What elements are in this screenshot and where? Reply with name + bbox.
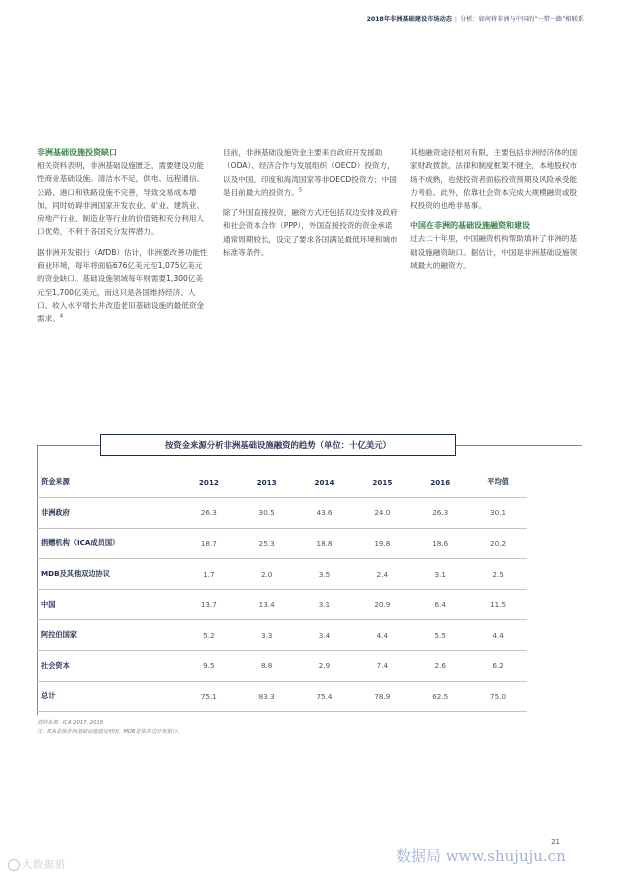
table-cell: 13.4: [238, 589, 296, 620]
column-header: 2015: [353, 467, 411, 498]
table-cell: 3.1: [411, 559, 469, 590]
paragraph: [223, 146, 399, 199]
page-number: 21: [551, 838, 560, 846]
watermark-text: 大数据猎: [22, 860, 66, 871]
table-cell: 24.0: [353, 498, 411, 529]
table-cell: 4.4: [469, 620, 527, 651]
table-cell: 2.4: [353, 559, 411, 590]
row-label: 社会资本: [37, 651, 180, 682]
footnote-marker: 4: [59, 313, 63, 320]
table-cell: 2.6: [411, 651, 469, 682]
table-row: [37, 498, 527, 529]
text-column-2: [223, 146, 399, 266]
table-cell: 83.3: [238, 681, 296, 712]
table-cell: 75.1: [180, 681, 238, 712]
table-cell: 18.7: [180, 528, 238, 559]
column-header: 2013: [238, 467, 296, 498]
table-row: [37, 528, 527, 559]
header-separator: |: [454, 16, 458, 23]
table-cell: 25.3: [238, 528, 296, 559]
table-cell: 13.7: [180, 589, 238, 620]
table-title: 按资金来源分析非洲基础设施融资的趋势（单位：十亿美元）: [100, 434, 456, 456]
table-row: [37, 620, 527, 651]
watermark-logo: [8, 856, 66, 871]
text-column-1: [37, 146, 209, 333]
paragraph-text: 目前，非洲基础设施资金主要来自政府开发援助（ODA）、经济合作与发展组织（OECD）投资方，以及中国、印度和海湾国家等非OECD投资方；中国是目前最大的投资方。: [223, 148, 397, 197]
table-cell: 26.3: [180, 498, 238, 529]
table-cell: 30.5: [238, 498, 296, 529]
row-label: 总计: [37, 681, 180, 712]
table-cell: 3.3: [238, 620, 296, 651]
table-cell: 3.4: [296, 620, 354, 651]
section-title: 分析：如何将非洲与中国的“一带一路”相联系: [460, 16, 584, 23]
column-header: 平均值: [469, 467, 527, 498]
paragraph: 相关资料表明，非洲基础设施匮乏，需要建设功能性商业基础设施。清洁水不足，供电、远程通信、公路、港口和铁路设施不完善，导致交易成本增加，同时妨碍非洲国家开发农业、矿业、建筑业、房地产行业、制造业等行业的价值链和充分利用人口优势，不利于各国充分发挥潜力。: [37, 161, 205, 237]
table-cell: 6.2: [469, 651, 527, 682]
table-cell: 2.9: [296, 651, 354, 682]
table-cell: 78.9: [353, 681, 411, 712]
table-cell: 3.5: [296, 559, 354, 590]
running-header: [367, 14, 584, 23]
table-cell: 19.8: [353, 528, 411, 559]
paragraph: 过去二十年里，中国融资机构帮助填补了非洲的基础设施融资缺口。据估计，中国是非洲基础设施领域最大的融资方。: [410, 234, 578, 271]
table-cell: 3.1: [296, 589, 354, 620]
section-heading-china-financing: 中国在非洲的基础设施融资和建设: [410, 221, 530, 231]
table-row-total: [37, 681, 527, 712]
table-cell: 18.8: [296, 528, 354, 559]
table-cell: 2.5: [469, 559, 527, 590]
table-cell: 43.6: [296, 498, 354, 529]
table-row: [37, 589, 527, 620]
row-label: 非洲政府: [37, 498, 180, 529]
table-cell: 62.5: [411, 681, 469, 712]
table-cell: 26.3: [411, 498, 469, 529]
table-row: [37, 651, 527, 682]
table-source-note: 资料来源：ICA 2017, 2018: [37, 720, 103, 726]
table-cell: 75.0: [469, 681, 527, 712]
footnote-marker: 5: [298, 187, 303, 194]
financing-table: [37, 467, 527, 712]
column-header: 2016: [411, 467, 469, 498]
column-header: 资金来源: [37, 467, 180, 498]
table-row: [37, 559, 527, 590]
table-cell: 18.6: [411, 528, 469, 559]
table-cell: 5.5: [411, 620, 469, 651]
table-cell: 75.4: [296, 681, 354, 712]
text-column-3: [410, 146, 584, 279]
paragraph: 其他融资途径相对有限，主要包括非洲经济体的国家财政拨款。法律和制度框架不健全，本地股权市场不成熟，也使投资者面临投资预期及风险承受能力考验。此外，依靠社会资本完成大规模融资或股权投资的也绝非易事。: [410, 148, 578, 211]
table-cell: 9.5: [180, 651, 238, 682]
table-cell: 1.7: [180, 559, 238, 590]
table-header-row: [37, 467, 527, 498]
paragraph: 除了外国直接投资，融资方式还包括双边安排及政府和社会资本合作（PPP），外国直接投资的资金承诺通常周期较长，设定了要求各国满足最低环境和城市标准等条件。: [223, 208, 398, 258]
table-cell: 5.2: [180, 620, 238, 651]
table-cell: 4.4: [353, 620, 411, 651]
table-cell: 2.0: [238, 559, 296, 590]
table-cell: 30.1: [469, 498, 527, 529]
row-label: 中国: [37, 589, 180, 620]
row-label: MDB及其他双边协议: [37, 559, 180, 590]
table-cell: 7.4: [353, 651, 411, 682]
column-header: 2012: [180, 467, 238, 498]
paragraph-text: 据非洲开发银行（AfDB）估计，非洲要改善功能性商业环境，每年将面临676亿美元至1,075亿美元的资金缺口。基础设施领域每年则需要1,300亿美元至1,700亿美元，而这只是各国维持经济、人口、收入水平增长并改造老旧基础设施的最低资金需求。: [37, 247, 208, 324]
watermark-site: 数据局 www.shujuju.cn: [396, 847, 566, 865]
table-cell: 6.4: [411, 589, 469, 620]
column-header: 2014: [296, 467, 354, 498]
table-cell: 8.8: [238, 651, 296, 682]
report-title: 2018年非洲基础建设市场动态: [366, 16, 452, 23]
section-heading-investment-gap: 非洲基础设施投资缺口: [37, 148, 117, 157]
row-label: 阿拉伯国家: [37, 620, 180, 651]
paragraph: [37, 246, 209, 326]
table-footnote: 注：ICA是指非洲基础设施建设财团，MDB是指多边开发银行。: [37, 729, 183, 735]
table-cell: 11.5: [469, 589, 527, 620]
watermark-circle-icon: [8, 859, 20, 871]
row-label: 捐赠机构（ICA成员国）: [37, 528, 180, 559]
table-cell: 20.9: [353, 589, 411, 620]
table-cell: 20.2: [469, 528, 527, 559]
